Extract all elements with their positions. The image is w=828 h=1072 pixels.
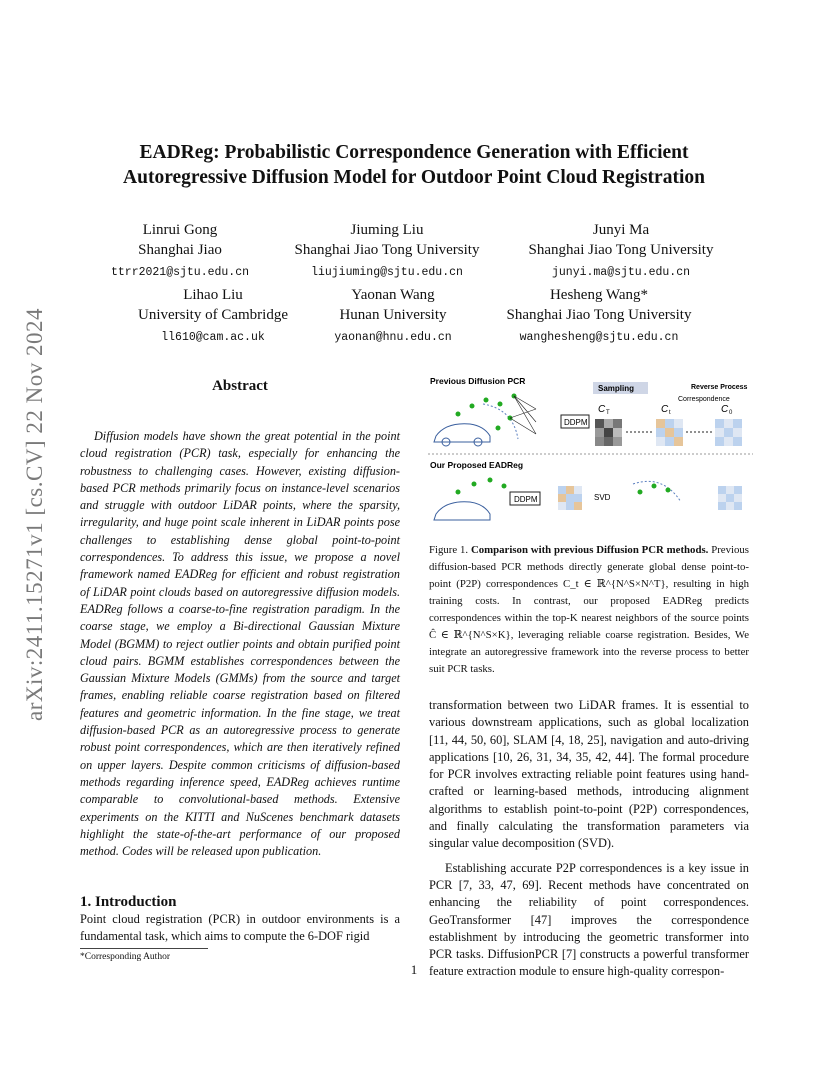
source-points	[456, 394, 517, 431]
reverse-process-legend: Reverse Process	[691, 384, 748, 391]
figure-1-diagram	[428, 374, 753, 534]
figure-1	[428, 374, 753, 534]
author-email[interactable]: liujiuming@sjtu.edu.cn	[311, 266, 463, 279]
ct-label: C	[598, 404, 606, 415]
car-outline-icon	[434, 424, 490, 442]
c0-label: C	[721, 404, 729, 415]
paragraph-2: Establishing accurate P2P correspondences is a key issue in PCR [7, 33, 47, 69]. Recent methods have concentrated on enhancing the reliability of point correspondences. GeoTransformer [47] improves the correspondence establishment by introducing the geometric transformer into PCR tasks. DiffusionPCR [7] constructs a powerful transformer feature extraction module to ensure high-quality correspon-	[429, 860, 749, 979]
author-affiliation: Shanghai Jiao	[138, 242, 222, 258]
ddpm-label: DDPM	[564, 418, 588, 427]
topk-matrix	[558, 486, 582, 510]
author-email[interactable]: junyi.ma@sjtu.edu.cn	[551, 266, 691, 279]
caption-label: Figure 1.	[429, 544, 469, 556]
author-5	[318, 285, 468, 348]
source-points-ours	[456, 478, 515, 503]
footnote: *Corresponding Author	[80, 952, 170, 962]
author-email[interactable]: wanghesheng@sjtu.edu.cn	[519, 331, 679, 344]
footnote-rule	[80, 948, 208, 949]
abstract-heading: Abstract	[212, 378, 268, 394]
author-2	[282, 220, 492, 283]
correspondence-legend: Correspondence	[678, 396, 730, 403]
mid-matrix	[656, 419, 683, 446]
target-points-ours	[638, 484, 671, 495]
author-6	[490, 285, 708, 348]
author-name: Linrui Gong	[142, 222, 218, 238]
intro-text: Point cloud registration (PCR) in outdoor environments is a fundamental task, which aims to compute the 6-DOF rigid	[80, 912, 400, 943]
correspondence-lines	[510, 396, 536, 434]
paragraph-1: transformation between two LiDAR frames. It is essential to various downstream applications, such as global localization [11, 44, 50, 60], SLAM [4, 18, 25], navigation and auto-driving applications [10, 26, 31, 34, 35, 42, 44]. The formal procedure for PCR involves extracting reliable point features using hand-crafted or learning-based methods, introducing alignment algorithms to establish point-to-point (P2P) correspondences, and finally calculating the transformation parameters via singular value decomposition (SVD).	[429, 698, 749, 851]
author-email[interactable]: ttrr2021@sjtu.edu.cn	[110, 266, 250, 279]
c0-subscript: 0	[729, 410, 733, 416]
author-3	[514, 220, 728, 283]
abstract-text: Diffusion models have shown the great potential in the point cloud registration (PCR) task, especially for enhancing the robustness to challenging cases. However, existing diffusion-based PCR methods primarily focus on instance-level scenarios and struggle with outdoor LiDAR points, where the sparsity, irregularity, and huge point scale inherent in LiDAR points pose challenges to establishing dense global point-to-point correspondences. To address this issue, we propose a novel framework named EADReg for efficient and robust registration of LiDAR point clouds based on autoregressive diffusion models. EADReg follows a coarse-to-fine registration paradigm. In the coarse stage, we employ a Bi-directional Gaussian Mixture Model (BGMM) to reject outlier points and obtain purified point cloud pairs. BGMM establishes correspondences between the Gaussian Mixture Models (GMMs) from the source and target frames, enabling reliable coarse registration based on filtered features and geometric information. In the fine stage, we treat diffusion-based PCR as an autoregressive process to generate robust point correspondences, which are then iteratively refined on upper layers. Despite common criticisms of diffusion-based methods regarding inference speed, EADReg achieves runtime comparable to convolutional-based methods. Extensive experiments on the KITTI and NuScenes benchmark datasets highlight the state-of-the-art performance of our proposed method. Codes will be released upon publication.	[80, 429, 400, 859]
ctt-subscript: t	[669, 410, 671, 416]
author-1	[100, 220, 260, 283]
right-column-text	[429, 697, 749, 981]
title-line-1: EADReg: Probabilistic Correspondence Generation with Efficient	[139, 142, 689, 163]
author-name: Junyi Ma	[592, 222, 650, 238]
sampling-label: Sampling	[598, 384, 635, 393]
author-4	[120, 285, 306, 348]
final-matrix	[715, 419, 742, 446]
arxiv-stamp: arXiv:2411.15271v1 [cs.CV] 22 Nov 2024	[22, 308, 47, 722]
figure-label-ours: Our Proposed EADReg	[430, 460, 524, 470]
author-affiliation: University of Cambridge	[138, 307, 288, 323]
author-email[interactable]: yaonan@hnu.edu.cn	[334, 331, 452, 344]
author-name: Hesheng Wang*	[549, 287, 649, 303]
page-number: 1	[410, 962, 418, 977]
author-email[interactable]: ll610@cam.ac.uk	[161, 331, 265, 344]
ctt-label: C	[661, 404, 669, 415]
intro-heading: 1. Introduction	[80, 894, 177, 910]
figure-label-previous: Previous Diffusion PCR	[430, 376, 526, 386]
car-outline-icon	[434, 502, 490, 520]
svd-label: SVD	[594, 493, 611, 502]
author-name: Yaonan Wang	[351, 287, 435, 303]
figure-1-caption	[429, 542, 749, 678]
caption-title: Comparison with previous Diffusion PCR methods.	[470, 544, 709, 556]
final-topk-matrix	[718, 486, 742, 510]
author-affiliation: Hunan University	[339, 307, 447, 323]
ddpm-label-ours: DDPM	[514, 495, 538, 504]
paper-title	[80, 140, 748, 190]
author-name: Lihao Liu	[183, 287, 243, 303]
author-name: Jiuming Liu	[350, 222, 424, 238]
author-affiliation: Shanghai Jiao Tong University	[506, 307, 692, 323]
author-affiliation: Shanghai Jiao Tong University	[528, 242, 714, 258]
ct-subscript: T	[606, 410, 610, 416]
author-affiliation: Shanghai Jiao Tong University	[294, 242, 480, 258]
caption-text: Previous diffusion-based PCR methods directly generate global dense point-to-point (P2P) correspondences C_t ∈ ℝ^{N^S×N^T}, resulting in high training costs. In contrast, our proposed EADReg predicts correspondences within the top-K nearest neighbors of the source points Ĉ ∈ ℝ^{N^S×K}, leveraging reliable coarse registration. Besides, We integrate an autoregressive framework into the reverse process to better suit PCR tasks.	[429, 544, 749, 675]
title-line-2: Autoregressive Diffusion Model for Outdoor Point Cloud Registration	[123, 167, 705, 188]
noisy-matrix	[595, 419, 622, 446]
